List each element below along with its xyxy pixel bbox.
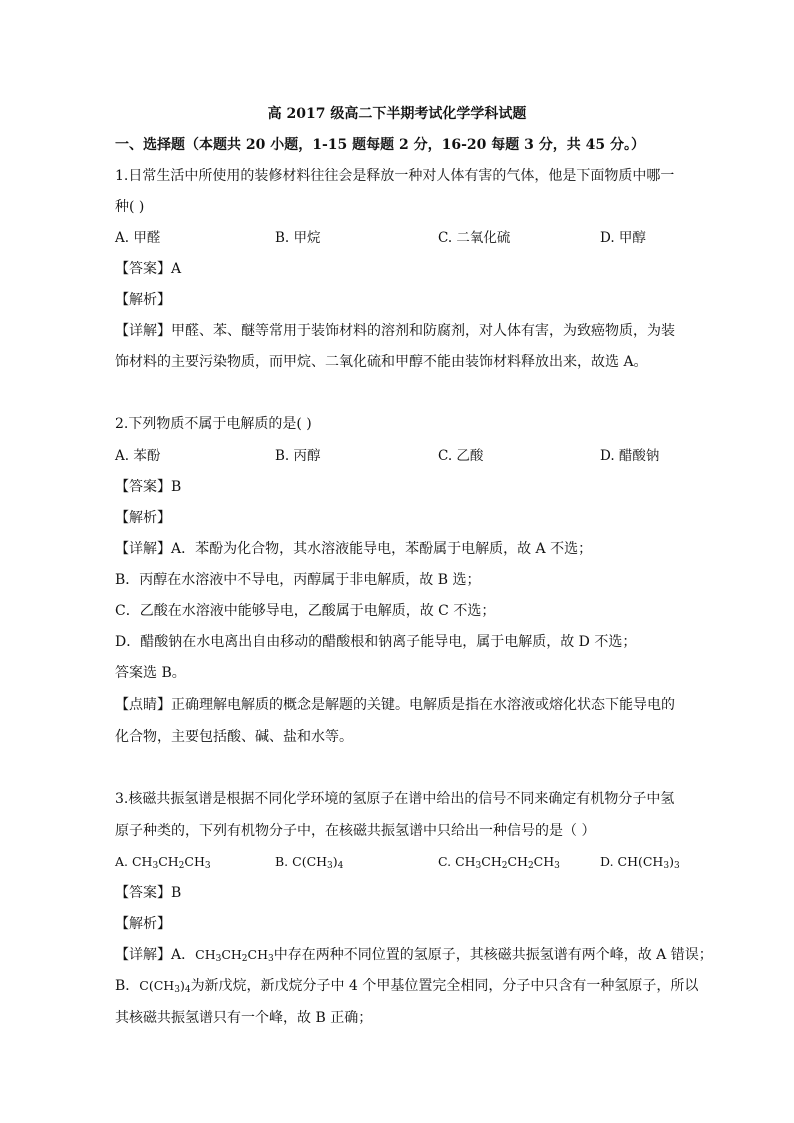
q2-option-b: B. 丙醇 bbox=[275, 448, 321, 464]
q2-detail-a-text: A．苯酚为化合物，其水溶液能导电，苯酚属于电解质，故 A 不选； bbox=[171, 541, 593, 557]
q1-option-c: C. 二氧化硫 bbox=[438, 230, 511, 246]
q2-detail-b: B．丙醇在水溶液中不导电，丙醇属于非电解质，故 B 选； bbox=[115, 572, 481, 588]
q1-option-d: D. 甲醇 bbox=[600, 230, 646, 246]
q3-detail-b-line2: 其核磁共振氢谱只有一个峰，故 B 正确； bbox=[115, 1010, 373, 1026]
detail-tag: 【详解】 bbox=[115, 323, 171, 339]
q2-detail-a bbox=[115, 539, 592, 559]
q1-analysis-label: 【解析】 bbox=[115, 292, 171, 308]
q3-detail-a-text: 中存在两种不同位置的氢原子，其核磁共振氢谱有两个峰，故 A 错误； bbox=[273, 947, 713, 963]
q1-answer: 【答案】A bbox=[115, 261, 182, 277]
q3-answer: 【答案】B bbox=[115, 885, 182, 901]
q3-option-b: B. $C(CH_3)_4$ bbox=[275, 854, 344, 871]
q2-detail-d: D．醋酸钠在水电离出自由移动的醋酸根和钠离子能导电，属于电解质，故 D 不选； bbox=[115, 634, 637, 650]
detail-tag: 【详解】 bbox=[115, 947, 171, 963]
q3-analysis-label: 【解析】 bbox=[115, 916, 171, 932]
q2-option-c: C. 乙酸 bbox=[438, 448, 484, 464]
q1-stem-line2: 种( ) bbox=[115, 199, 145, 215]
q3-detail-b bbox=[115, 976, 698, 996]
q1-detail-line2: 饰材料的主要污染物质，而甲烷、二氧化硫和甲醇不能由装饰材料释放出来，故选 A。 bbox=[115, 354, 648, 370]
q1-stem-line1: 1.日常生活中所使用的装修材料往往会是释放一种对人体有害的气体，他是下面物质中哪一 bbox=[115, 168, 675, 184]
q3-stem-line1: 3.核磁共振氢谱是根据不同化学环境的氢原子在谱中给出的信号不同来确定有机物分子中氢 bbox=[115, 791, 675, 807]
detail-tag: 【详解】 bbox=[115, 541, 171, 557]
q3-detail-a bbox=[115, 945, 713, 965]
section-heading: 一、选择题（本题共 20 小题，1-15 题每题 2 分，16-20 每题 3 分，共 45 分。） bbox=[115, 137, 645, 153]
q3-detail-b-text: 为新戊烷，新戊烷分子中 4 个甲基位置完全相同，分子中只含有一种氢原子，所以 bbox=[190, 978, 699, 994]
q2-analysis-label: 【解析】 bbox=[115, 510, 171, 526]
q2-point-text: 正确理解电解质的概念是解题的关键。电解质是指在水溶液或熔化状态下能导电的 bbox=[171, 697, 675, 713]
q3-stem-line2: 原子种类的，下列有机物分子中，在核磁共振氢谱中只给出一种信号的是（ ） bbox=[115, 823, 596, 839]
q3-detail-a-prefix: A． bbox=[171, 947, 196, 963]
q3-detail-a-formula: $CH_3CH_2CH_3$ bbox=[195, 947, 274, 964]
page-title: 高 2017 级高二下半期考试化学学科试题 bbox=[267, 106, 527, 122]
q1-option-b: B. 甲烷 bbox=[275, 230, 321, 246]
q2-answer: 【答案】B bbox=[115, 479, 182, 495]
q1-detail-line1 bbox=[115, 321, 675, 341]
q2-point-line2: 化合物，主要包括酸、碱、盐和水等。 bbox=[115, 729, 353, 745]
q3-option-c: C. $CH_3CH_2CH_2CH_3$ bbox=[438, 854, 560, 871]
q2-stem: 2.下列物质不属于电解质的是( ) bbox=[115, 416, 312, 432]
q1-detail-text: 甲醛、苯、醚等常用于装饰材料的溶剂和防腐剂，对人体有害，为致癌物质，为装 bbox=[171, 323, 675, 339]
q2-detail-c: C．乙酸在水溶液中能够导电，乙酸属于电解质，故 C 不选； bbox=[115, 603, 496, 619]
q3-option-d: D. $CH(CH_3)_3$ bbox=[600, 854, 680, 871]
q3-detail-b-formula: $C(CH_3)_4$ bbox=[139, 978, 191, 995]
point-tag: 【点睛】 bbox=[115, 697, 171, 713]
q3-detail-b-prefix: B． bbox=[115, 978, 140, 994]
q3-option-a: A. $CH_3CH_2CH_3$ bbox=[115, 854, 211, 871]
q1-option-a: A. 甲醛 bbox=[115, 230, 161, 246]
q2-conclusion: 答案选 B。 bbox=[115, 665, 186, 681]
q2-point-line1 bbox=[115, 695, 675, 715]
q2-option-a: A. 苯酚 bbox=[115, 448, 161, 464]
q2-option-d: D. 醋酸钠 bbox=[600, 448, 660, 464]
